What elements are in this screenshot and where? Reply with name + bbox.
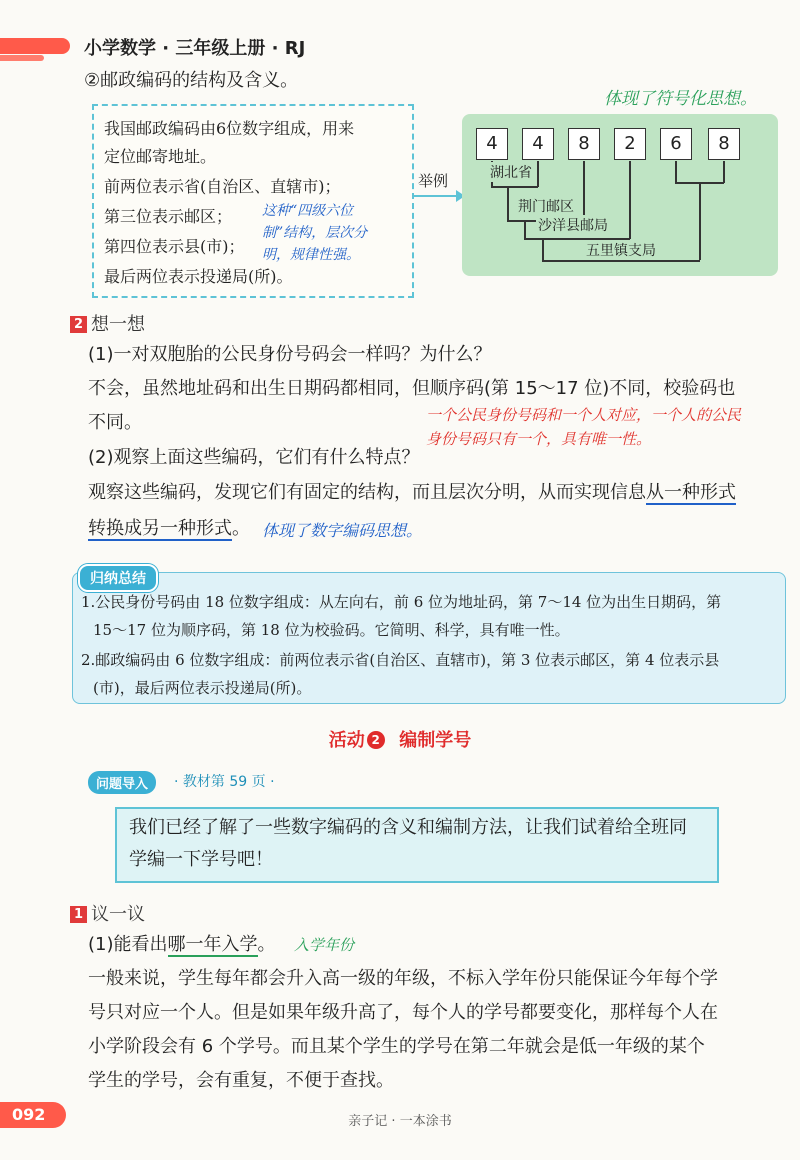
handwritten-note-enrollment-year: 入学年份 [294,936,355,954]
book-title: 小学数学 · 三年级上册 · RJ [84,38,306,59]
zip-digit: 2 [614,128,646,160]
activity-prefix: 活动 [328,730,365,751]
handwritten-note-structure [262,200,367,266]
definition-line: 我国邮政编码由6位数字组成，用来 [104,119,355,138]
footer-text: 亲子记 · 一本涂书 [348,1114,452,1129]
answer-2-line [88,476,736,510]
zip-label-postal-area: 荆门邮区 [516,196,576,216]
connector-line [542,238,544,260]
handwritten-note-digital-coding: 体现了数字编码思想。 [262,521,423,540]
summary-line: 2.邮政编码由 6 位数字组成：前两位表示省(自治区、直辖市)，第 3 位表示邮区，第 4 位表示县 [81,651,720,669]
connector-line [537,161,539,187]
zip-digit: 6 [660,128,692,160]
zip-digit: 8 [568,128,600,160]
connector-line [699,182,701,260]
connector-line [583,161,585,221]
zip-digit: 4 [522,128,554,160]
connector-line [629,161,631,239]
question-1: (1)一对双胞胎的公民身份号码会一样吗？为什么？ [88,344,492,365]
section-subheading: ②邮政编码的结构及含义。 [84,70,299,91]
discuss-question-1 [88,928,276,962]
zip-label-county-office: 沙洋县邮局 [536,215,610,235]
header-stripe [0,38,70,54]
section-think [70,310,145,336]
section-discuss [70,900,145,926]
activity-title: 编制学号 [399,730,472,751]
summary-box [72,572,786,704]
definition-line: 最后两位表示投递局(所)。 [104,267,293,286]
underlined-text: 哪一年入学 [167,934,258,955]
question-2: (2)观察上面这些编码，它们有什么特点？ [88,447,420,468]
section-title: 议一议 [91,904,145,925]
zip-digit: 4 [476,128,508,160]
section-number-badge: 2 [70,316,87,333]
arrow-line [412,195,460,197]
summary-tag: 归纳总结 [78,564,158,592]
summary-line: 15～17 位为顺序码，第 18 位为校验码。它简明、科学，具有唯一性。 [93,621,570,639]
prompt-line: 学编一下学号吧！ [129,849,273,870]
definition-line: 第四位表示县(市)； [104,237,245,256]
discuss-line: 一般来说，学生每年都会升入高一级的年级，不标入学年份只能保证今年每个学 [88,968,718,989]
question-text: (1)能看出 [88,934,168,955]
textbook-page-ref: · 教材第 59 页 · [174,774,275,790]
postal-code-definition-box [92,104,414,298]
question-text: 。 [257,934,276,955]
handwritten-note-uniqueness [426,403,741,451]
answer-1-line: 不同。 [88,412,142,433]
activity-number-badge: 2 [367,731,385,749]
answer-1-line: 不会，虽然地址码和出生日期码都相同，但顺序码(第 15～17 位)不同，校验码也 [88,378,736,399]
definition-line: 前两位表示省(自治区、直辖市)； [104,177,341,196]
connector-line [507,186,509,220]
zip-label-province: 湖北省 [488,162,534,182]
answer-text: 观察这些编码，发现它们有固定的结构，而且层次分明，从而实现信息 [88,482,646,503]
note-line: 这种“四级六位 [262,203,354,219]
answer-2-line [88,512,250,546]
activity-heading [0,726,800,752]
note-line: 制”结构，层次分 [262,225,368,241]
note-line: 一个公民身份号码和一个人对应，一个人的公民 [426,406,742,424]
intro-badge: 问题导入 [88,771,156,794]
example-label: 举例 [418,172,449,190]
note-line: 身份号码只有一个，具有唯一性。 [426,430,652,448]
underlined-text: 从一种形式 [646,482,736,503]
note-line: 明，规律性强。 [262,247,360,263]
zip-digit: 8 [708,128,740,160]
handwritten-note-symbolic: 体现了符号化思想。 [604,89,757,109]
answer-text: 。 [232,518,250,539]
section-title: 想一想 [91,314,145,335]
connector-line [723,161,725,183]
intro-prompt-box [115,807,719,883]
connector-line [542,260,700,262]
definition-line: 第三位表示邮区； [104,207,233,226]
underlined-text: 转换成另一种形式 [88,518,232,539]
page-number: 092 [0,1102,66,1128]
connector-line [524,220,526,238]
prompt-line: 我们已经了解了一些数字编码的含义和编制方法，让我们试着给全班同 [129,817,687,838]
connector-line [675,161,677,183]
header-stripe-accent [0,55,44,61]
summary-line: 1.公民身份号码由 18 位数字组成：从左向右，前 6 位为地址码，第 7～14 位为出生日期码，第 [81,593,722,611]
discuss-line: 学生的学号，会有重复，不便于查找。 [88,1070,394,1091]
discuss-line: 号只对应一个人。但是如果年级升高了，每个人的学号都要变化，那样每个人在 [88,1002,718,1023]
zip-label-delivery-office: 五里镇支局 [584,240,658,260]
zip-code-example-panel [462,114,778,276]
discuss-line: 小学阶段会有 6 个学号。而且某个学生的学号在第二年就会是低一年级的某个 [88,1036,705,1057]
section-number-badge: 1 [70,906,87,923]
connector-line [491,186,538,188]
definition-line: 定位邮寄地址。 [104,147,217,166]
summary-line: (市)，最后两位表示投递局(所)。 [93,679,312,697]
